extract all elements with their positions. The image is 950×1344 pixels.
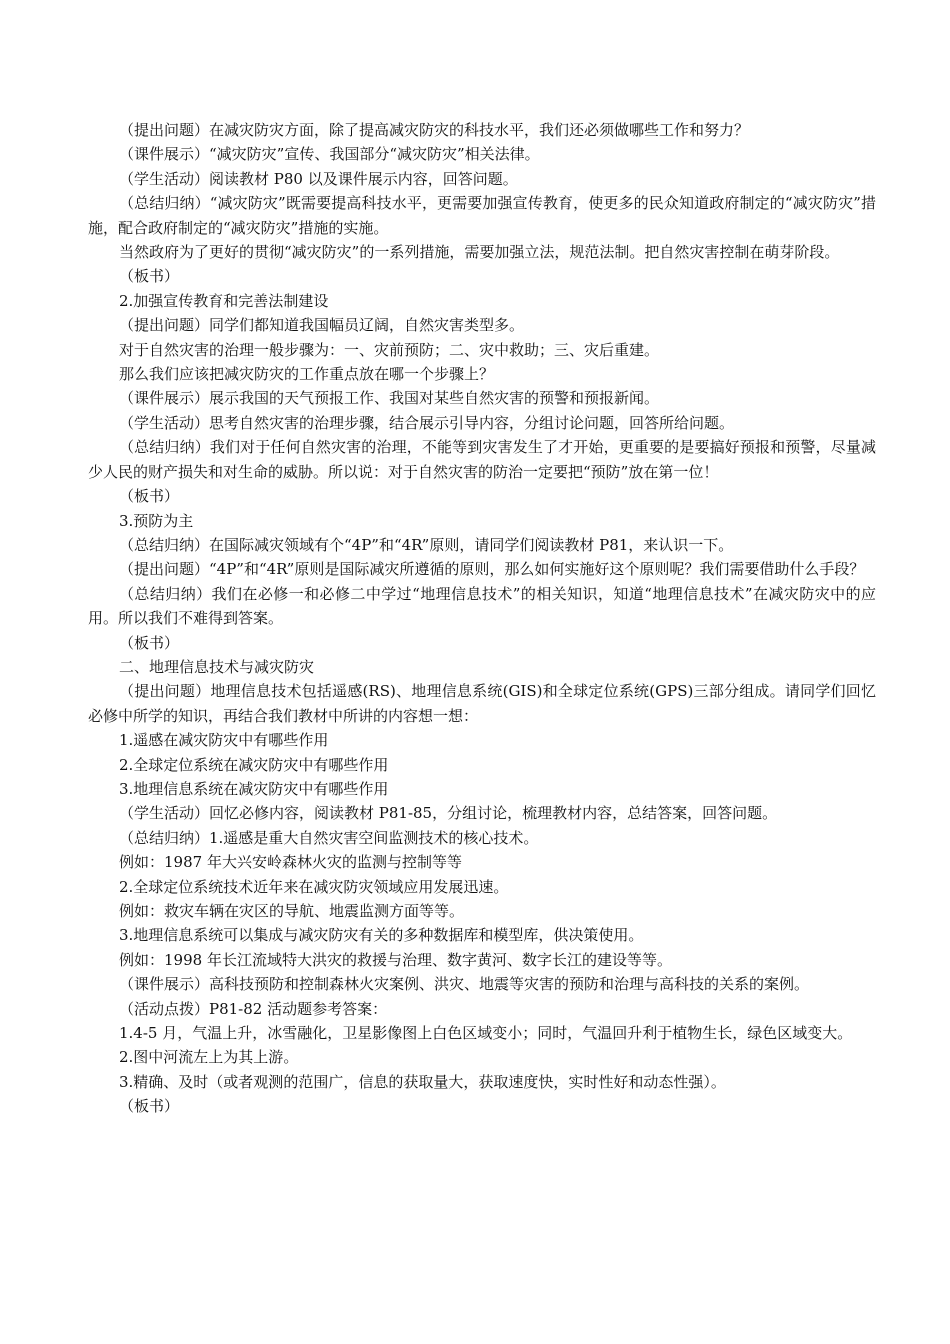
paragraph: （学生活动）思考自然灾害的治理步骤，结合展示引导内容，分组讨论问题，回答所给问题。 bbox=[119, 413, 735, 432]
paragraph: 例如：1987 年大兴安岭森林火灾的监测与控制等等 bbox=[119, 853, 462, 872]
paragraph: （提出问题）地理信息技术包括遥感(RS)、地理信息系统(GIS)和全球定位系统(GPS)三部分组成。请同学们回忆必修中所学的知识，再结合我们教材中所讲的内容想一想： bbox=[88, 682, 876, 725]
paragraph: （板书） bbox=[119, 633, 180, 652]
paragraph: 3.预防为主 bbox=[119, 511, 194, 530]
paragraph: （学生活动）回忆必修内容，阅读教材 P81-85，分组讨论，梳理教材内容，总结答案，回答问题。 bbox=[119, 804, 778, 823]
paragraph: （总结归纳）“减灾防灾”既需要提高科技水平，更需要加强宣传教育，使更多的民众知道政府制定的“减灾防灾”措施，配合政府制定的“减灾防灾”措施的实施。 bbox=[88, 194, 876, 237]
paragraph: （课件展示）“减灾防灾”宣传、我国部分“减灾防灾”相关法律。 bbox=[119, 145, 540, 164]
paragraph: （提出问题）在减灾防灾方面，除了提高减灾防灾的科技水平，我们还必须做哪些工作和努力？ bbox=[119, 121, 750, 139]
document-body bbox=[88, 118, 876, 1119]
list-item: 3.精确、及时（或者观测的范围广，信息的获取量大，获取速度快，实时性好和动态性强）。 bbox=[119, 1072, 726, 1091]
paragraph: （课件展示）高科技预防和控制森林火灾案例、洪灾、地震等灾害的预防和治理与高科技的关系的案例。 bbox=[119, 975, 810, 994]
paragraph: 那么我们应该把减灾防灾的工作重点放在哪一个步骤上？ bbox=[119, 365, 495, 384]
paragraph: 2.全球定位系统技术近年来在减灾防灾领域应用发展迅速。 bbox=[119, 877, 509, 896]
paragraph: 例如：1998 年长江流域特大洪灾的救援与治理、数字黄河、数字长江的建设等等。 bbox=[119, 950, 672, 969]
paragraph: 2.加强宣传教育和完善法制建设 bbox=[119, 291, 329, 310]
list-item: 2.全球定位系统在减灾防灾中有哪些作用 bbox=[119, 755, 389, 774]
paragraph: （总结归纳）在国际减灾领域有个“4P”和“4R”原则，请同学们阅读教材 P81，来认识一下。 bbox=[119, 535, 734, 554]
paragraph: 对于自然灾害的治理一般步骤为：一、灾前预防；二、灾中救助；三、灾后重建。 bbox=[119, 340, 660, 359]
paragraph: （提出问题）同学们都知道我国幅员辽阔，自然灾害类型多。 bbox=[119, 316, 525, 335]
paragraph: 当然政府为了更好的贯彻“减灾防灾”的一系列措施，需要加强立法，规范法制。把自然灾害控制在萌芽阶段。 bbox=[119, 243, 840, 262]
paragraph: （课件展示）展示我国的天气预报工作、我国对某些自然灾害的预警和预报新闻。 bbox=[119, 389, 660, 408]
paragraph: 3.地理信息系统可以集成与减灾防灾有关的多种数据库和模型库，供决策使用。 bbox=[119, 926, 644, 945]
paragraph: 例如：救灾车辆在灾区的导航、地震监测方面等等。 bbox=[119, 902, 465, 920]
list-item: 2.图中河流左上为其上游。 bbox=[119, 1048, 299, 1067]
paragraph: （总结归纳）1.遥感是重大自然灾害空间监测技术的核心技术。 bbox=[119, 828, 539, 847]
paragraph: （板书） bbox=[119, 1097, 180, 1116]
list-item: 3.地理信息系统在减灾防灾中有哪些作用 bbox=[119, 779, 389, 798]
paragraph: （学生活动）阅读教材 P80 以及课件展示内容，回答问题。 bbox=[119, 169, 518, 188]
paragraph: （总结归纳）我们对于任何自然灾害的治理，不能等到灾害发生了才开始，更重要的是要搞好预报和预警，尽量减少人民的财产损失和对生命的威胁。所以说：对于自然灾害的防治一定要把“预防”放在第一位！ bbox=[88, 438, 876, 481]
paragraph: （活动点拨）P81-82 活动题参考答案： bbox=[119, 999, 388, 1018]
paragraph: （提出问题）“4P”和“4R”原则是国际减灾所遵循的原则，那么如何实施好这个原则呢？我们需要借助什么手段？ bbox=[119, 560, 865, 579]
list-item: 1.遥感在减灾防灾中有哪些作用 bbox=[119, 731, 329, 750]
list-item: 1.4-5 月，气温上升，冰雪融化，卫星影像图上白色区域变小；同时，气温回升利于植物生长，绿色区域变大。 bbox=[119, 1024, 853, 1043]
paragraph: （板书） bbox=[119, 267, 180, 286]
paragraph: （板书） bbox=[119, 487, 180, 506]
section-heading: 二、地理信息技术与减灾防灾 bbox=[119, 657, 315, 676]
paragraph: （总结归纳）我们在必修一和必修二中学过“地理信息技术”的相关知识，知道“地理信息技术”在减灾防灾中的应用。所以我们不难得到答案。 bbox=[88, 584, 876, 628]
